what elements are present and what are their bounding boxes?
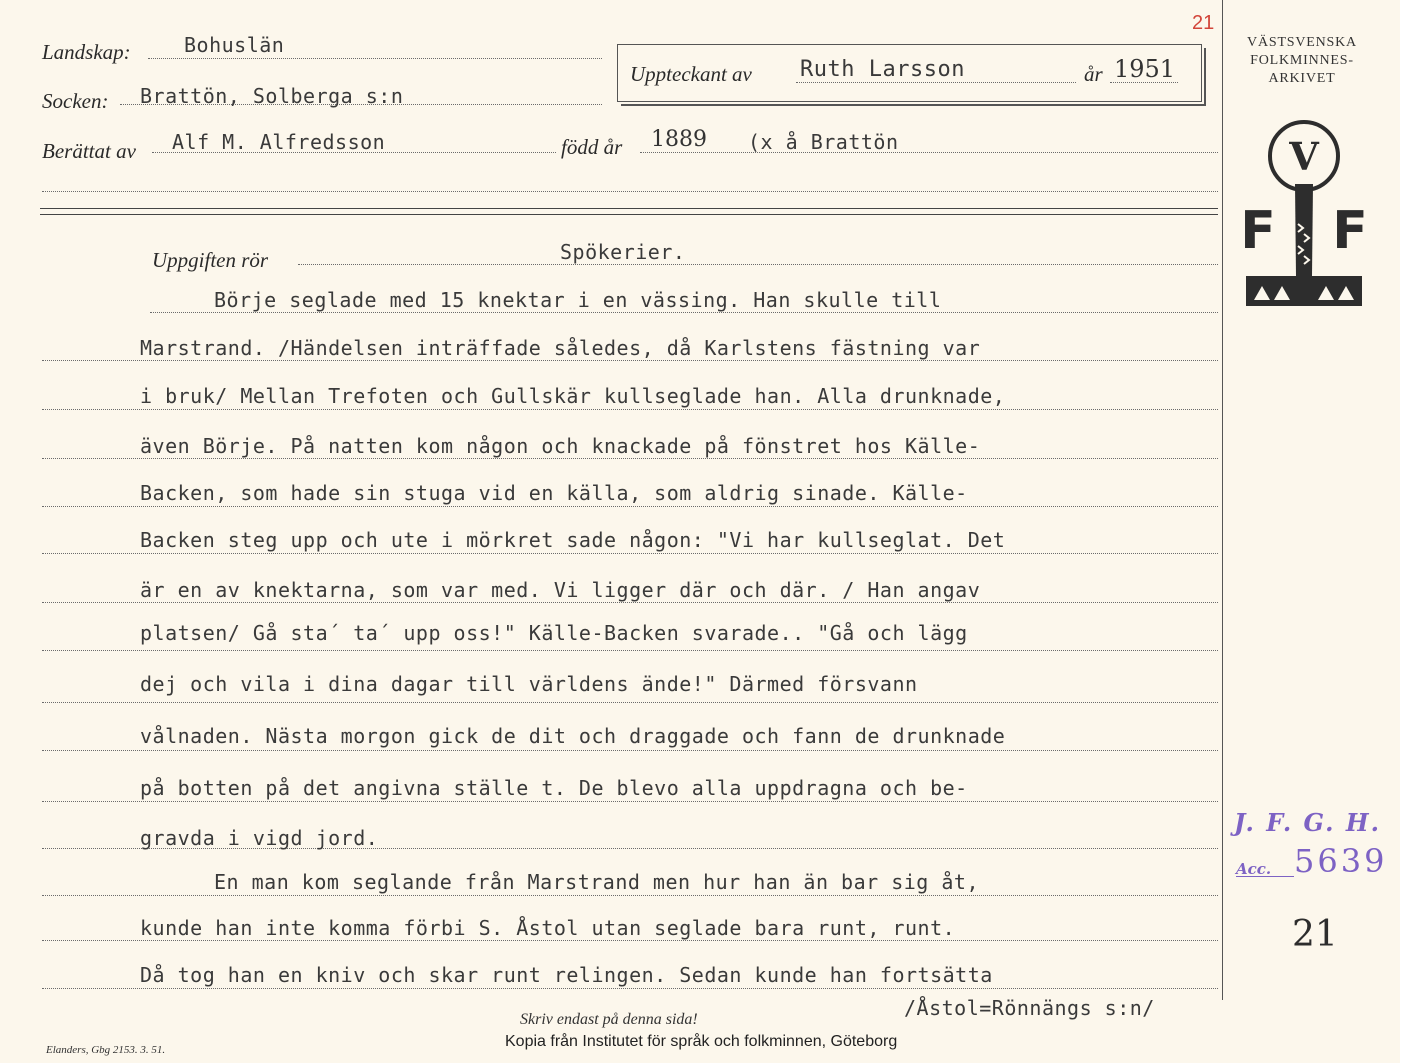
subject-label: Uppgiften rör: [152, 248, 269, 272]
footer-copy-notice: Kopia från Institutet för språk och folkminnen, Göteborg: [505, 1033, 898, 1050]
body-line-9: dej och vila i dina dagar till världens ände!" Därmed försvann: [140, 672, 918, 696]
body-line-rule-6: [42, 553, 1218, 554]
footer-instruction: Skriv endast på denna sida!: [520, 1011, 698, 1028]
body-line-rule-2: [42, 360, 1218, 361]
body-line-rule-11: [42, 801, 1218, 802]
body-line-rule-5: [42, 506, 1218, 507]
archive-name-line1: VÄSTSVENSKA: [1247, 35, 1357, 50]
body-line-6: Backen steg upp och ute i mörkret sade någon: "Vi har kullseglat. Det: [140, 528, 1006, 552]
subject-line: [298, 264, 1218, 265]
footer-printer: Elanders, Gbg 2153. 3. 51.: [46, 1044, 166, 1056]
body-line-rule-7: [42, 602, 1218, 603]
page-number: 21: [1292, 914, 1338, 955]
stamp-acc-label: Acc.: [1236, 860, 1272, 878]
berattat-value: Alf M. Alfredsson: [172, 130, 386, 154]
landskap-line: [148, 58, 602, 59]
logo-letter-f-left: F: [1240, 201, 1276, 261]
subject-value: Spökerier.: [560, 240, 686, 264]
body-line-13: En man kom seglande från Marstrand men hur han än bar sig åt,: [214, 870, 980, 894]
archive-name-line3: ARKIVET: [1268, 71, 1336, 86]
fodd-place: (x å Brattön: [748, 130, 899, 154]
socken-label: Socken:: [42, 89, 109, 113]
body-line-rule-10: [42, 750, 1218, 751]
body-line-4: även Börje. På natten kom någon och knackade på fönstret hos Källe-: [140, 434, 981, 458]
corner-number: 21: [1192, 12, 1215, 34]
body-line-12: gravda i vigd jord.: [140, 826, 379, 850]
stamp-institute: J. F. G. H.: [1234, 808, 1381, 837]
archive-column-divider: [1222, 0, 1223, 1000]
ar-label: år: [1084, 62, 1103, 86]
body-line-1: Börje seglade med 15 knektar i en vässing. Han skulle till: [214, 288, 942, 312]
body-line-8: platsen/ Gå sta´ ta´ upp oss!" Källe-Backen svarade.. "Gå och lägg: [140, 621, 968, 645]
separator-top: [40, 208, 1218, 209]
hammer-logo-icon: [1240, 114, 1368, 310]
landskap-value: Bohuslän: [184, 33, 285, 57]
body-line-11: på botten på det angivna ställe t. De blevo alla uppdragna och be-: [140, 776, 968, 800]
body-line-rule-4: [42, 458, 1218, 459]
archive-name: [1232, 34, 1372, 88]
logo-letter-f-right: F: [1332, 201, 1368, 261]
body-line-rule-9: [42, 702, 1218, 703]
berattat-label: Berättat av: [42, 139, 136, 163]
landskap-label: Landskap:: [42, 40, 131, 64]
upptecknat-box: [617, 44, 1202, 102]
body-line-16: /Åstol=Rönnängs s:n/: [904, 996, 1155, 1020]
body-line-rule-15: [42, 988, 1218, 989]
separator-bottom: [40, 214, 1218, 215]
archive-name-line2: FOLKMINNES-: [1250, 53, 1354, 68]
body-line-3: i bruk/ Mellan Trefoten och Gullskär kullseglade han. Alla drunknade,: [140, 384, 1006, 408]
body-line-rule-14: [42, 940, 1218, 941]
logo-letter-v: V: [1289, 134, 1319, 179]
body-line-5: Backen, som hade sin stuga vid en källa, som aldrig sinade. Källe-: [140, 481, 968, 505]
blank-line: [42, 191, 1218, 192]
body-line-rule-1: [150, 312, 1218, 313]
body-line-7: är en av knektarna, som var med. Vi ligger där och där. / Han angav: [140, 578, 981, 602]
body-line-14: kunde han inte komma förbi S. Åstol utan seglade bara runt, runt.: [140, 916, 956, 940]
socken-value: Brattön, Solberga s:n: [140, 84, 404, 108]
stamp-acc-line: [1236, 876, 1294, 877]
stamp-acc-number: 5639: [1294, 842, 1388, 880]
fodd-line: [640, 152, 1218, 153]
body-line-rule-3: [42, 409, 1218, 410]
archive-logo: [1240, 114, 1368, 310]
upptecknat-line: [796, 82, 1076, 83]
ar-value: 1951: [1114, 55, 1176, 83]
body-line-15: Då tog han en kniv och skar runt relingen. Sedan kunde han fortsätta: [140, 963, 993, 987]
fodd-label: född år: [561, 135, 623, 159]
body-line-rule-8: [42, 650, 1218, 651]
body-line-rule-13: [42, 895, 1218, 896]
upptecknat-value: Ruth Larsson: [800, 57, 965, 82]
body-line-2: Marstrand. /Händelsen inträffade således, då Karlstens fästning var: [140, 336, 981, 360]
upptecknat-label: Uppteckant av: [630, 62, 752, 86]
body-line-10: vålnaden. Nästa morgon gick de dit och draggade och fann de drunknade: [140, 724, 1006, 748]
fodd-value: 1889: [651, 127, 707, 152]
